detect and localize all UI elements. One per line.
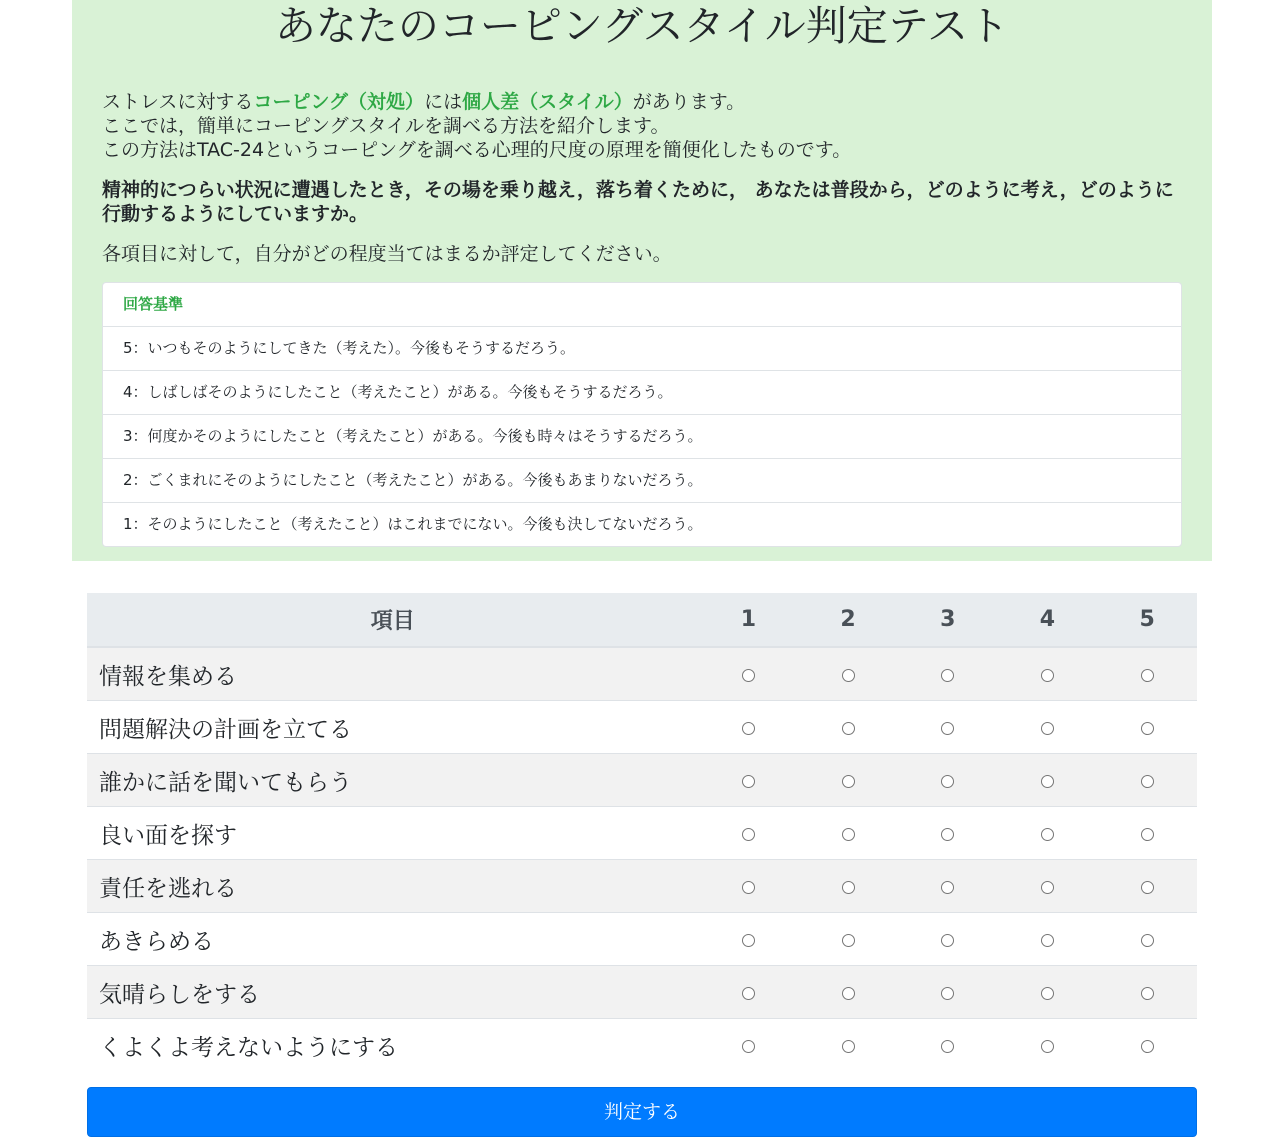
header-option-1: 1 [699,593,799,647]
rating-radio-2[interactable] [842,934,855,947]
rating-radio-5[interactable] [1141,669,1154,682]
intro-text [102,90,1182,162]
intro-highlight-coping: コーピング（対処） [253,91,425,113]
rating-cell [798,807,898,860]
rating-cell [798,860,898,913]
rating-cell [898,701,998,754]
header-option-3: 3 [898,593,998,647]
rating-radio-2[interactable] [842,775,855,788]
page-title: あなたのコーピングスタイル判定テスト [274,2,1010,50]
rating-radio-2[interactable] [842,828,855,841]
rating-radio-4[interactable] [1041,669,1054,682]
intro-line2: ここでは，簡単にコーピングスタイルを調べる方法を紹介します。 [102,115,670,137]
rating-cell [898,647,998,701]
rating-radio-1[interactable] [742,828,755,841]
answer-criteria-list [102,282,1182,547]
table-row [87,1019,1197,1072]
table-row [87,913,1197,966]
rating-radio-4[interactable] [1041,934,1054,947]
rating-cell [699,701,799,754]
intro-highlight-style: 個人差（スタイル） [462,91,633,113]
rating-radio-3[interactable] [941,1040,954,1053]
intro-panel [72,0,1212,561]
rating-radio-2[interactable] [842,987,855,1000]
rating-cell [998,966,1098,1019]
rating-radio-1[interactable] [742,669,755,682]
item-label: あきらめる [87,913,699,966]
rating-radio-5[interactable] [1141,934,1154,947]
rating-cell [998,913,1098,966]
rating-cell [898,754,998,807]
rating-cell [998,807,1098,860]
rating-cell [898,913,998,966]
rating-cell [798,754,898,807]
table-header-row [87,593,1197,647]
rating-cell [699,754,799,807]
rating-radio-3[interactable] [941,775,954,788]
item-label: 責任を逃れる [87,860,699,913]
rating-radio-4[interactable] [1041,881,1054,894]
criteria-item-3: 3：何度かそのようにしたこと（考えたこと）がある。今後も時々はそうするだろう。 [103,414,1181,458]
rating-cell [699,913,799,966]
rating-cell [699,966,799,1019]
rating-radio-3[interactable] [941,722,954,735]
rating-cell [798,1019,898,1072]
rating-cell [998,860,1098,913]
table-row [87,966,1197,1019]
rating-cell [998,1019,1098,1072]
rating-cell [699,647,799,701]
rating-cell [998,701,1098,754]
criteria-item-4: 4：しばしばそのようにしたこと（考えたこと）がある。今後もそうするだろう。 [103,370,1181,414]
rating-radio-2[interactable] [842,1040,855,1053]
criteria-item-2: 2：ごくまれにそのようにしたこと（考えたこと）がある。今後もあまりないだろう。 [103,458,1181,502]
rating-radio-1[interactable] [742,722,755,735]
instruction-text: 各項目に対して，自分がどの程度当てはまるか評定してください。 [102,243,672,265]
rating-cell [1097,701,1197,754]
intro-line1-b: には [424,91,463,113]
rating-radio-4[interactable] [1041,987,1054,1000]
rating-cell [1097,1019,1197,1072]
rating-cell [1097,913,1197,966]
rating-cell [699,860,799,913]
header-option-5: 5 [1097,593,1197,647]
rating-radio-4[interactable] [1041,775,1054,788]
rating-radio-5[interactable] [1141,881,1154,894]
header-item: 項目 [87,593,699,647]
rating-radio-2[interactable] [842,881,855,894]
table-row [87,647,1197,701]
rating-cell [898,1019,998,1072]
rating-cell [998,754,1098,807]
item-label: 問題解決の計画を立てる [87,701,699,754]
rating-cell [898,807,998,860]
rating-radio-5[interactable] [1141,775,1154,788]
rating-table-body [87,647,1197,1071]
item-label: 誰かに話を聞いてもらう [87,754,699,807]
rating-radio-3[interactable] [941,934,954,947]
rating-radio-1[interactable] [742,881,755,894]
table-row [87,807,1197,860]
intro-line3: この方法はTAC-24というコーピングを調べる心理的尺度の原理を簡便化したものです。 [102,139,852,161]
rating-radio-5[interactable] [1141,722,1154,735]
rating-cell [1097,647,1197,701]
item-label: 良い面を探す [87,807,699,860]
rating-cell [1097,966,1197,1019]
judge-button[interactable]: 判定する [87,1087,1197,1137]
question-text: 精神的につらい状況に遭遇したとき，その場を乗り越え，落ち着くために， あなたは普段から，どのように考え，どのように行動するようにしていますか。 [102,179,1174,225]
header-option-4: 4 [998,593,1098,647]
table-row [87,860,1197,913]
rating-cell [1097,860,1197,913]
rating-cell [898,966,998,1019]
rating-radio-2[interactable] [842,669,855,682]
rating-radio-2[interactable] [842,722,855,735]
rating-radio-1[interactable] [742,934,755,947]
rating-radio-5[interactable] [1141,987,1154,1000]
item-label: 情報を集める [87,647,699,701]
rating-radio-1[interactable] [742,1040,755,1053]
rating-radio-4[interactable] [1041,828,1054,841]
rating-cell [898,860,998,913]
intro-line1-a: ストレスに対する [102,91,254,113]
rating-radio-4[interactable] [1041,722,1054,735]
rating-cell [1097,807,1197,860]
item-label: 気晴らしをする [87,966,699,1019]
table-row [87,701,1197,754]
rating-cell [798,701,898,754]
rating-cell [798,966,898,1019]
criteria-heading: 回答基準 [123,295,184,313]
rating-cell [798,913,898,966]
rating-radio-4[interactable] [1041,1040,1054,1053]
rating-radio-1[interactable] [742,987,755,1000]
intro-line1-c: があります。 [632,91,746,113]
item-label: くよくよ考えないようにする [87,1019,699,1072]
criteria-item-1: 1：そのようにしたこと（考えたこと）はこれまでにない。今後も決してないだろう。 [103,502,1181,546]
rating-radio-3[interactable] [941,987,954,1000]
rating-cell [1097,754,1197,807]
rating-radio-3[interactable] [941,669,954,682]
rating-radio-5[interactable] [1141,828,1154,841]
rating-radio-3[interactable] [941,828,954,841]
rating-radio-1[interactable] [742,775,755,788]
rating-cell [798,647,898,701]
header-option-2: 2 [798,593,898,647]
rating-cell [998,647,1098,701]
rating-table [87,593,1197,1071]
rating-radio-3[interactable] [941,881,954,894]
criteria-item-5: 5：いつもそのようにしてきた（考えた）。今後もそうするだろう。 [103,326,1181,370]
rating-cell [699,807,799,860]
rating-cell [699,1019,799,1072]
table-row [87,754,1197,807]
rating-radio-5[interactable] [1141,1040,1154,1053]
